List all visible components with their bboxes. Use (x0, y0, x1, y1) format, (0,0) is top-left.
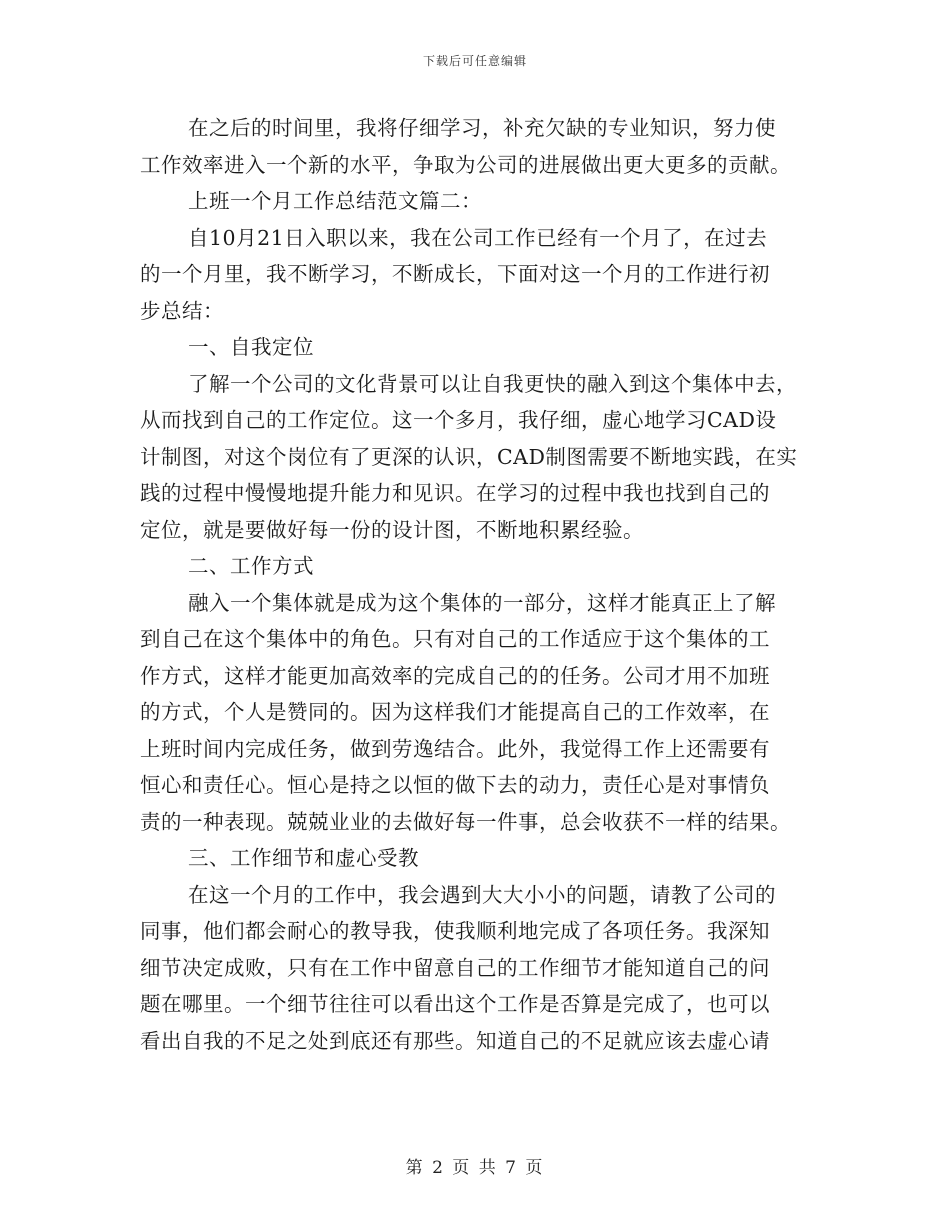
text-line: 步总结： (140, 298, 224, 323)
text-line: 上班时间内完成任务，做到劳逸结合。此外，我觉得工作上还需要有 (140, 736, 770, 761)
text-line: 题在哪里。一个细节往往可以看出这个工作是否算是完成了，也可以 (140, 992, 770, 1016)
text-line: 在这一个月的工作中，我会遇到大大小小的问题，请教了公司的 (188, 882, 776, 907)
text-line: 到自己在这个集体中的角色。只有对自己的工作适应于这个集体的工 (140, 627, 770, 651)
text-line: 上班一个月工作总结范文篇二： (188, 189, 482, 213)
text-line: 定位，就是要做好每一份的设计图，不断地积累经验。 (140, 517, 644, 542)
page-footer: 第 2 页 共 7 页 (405, 1158, 545, 1178)
text-line: 了解一个公司的文化背景可以让自我更快的融入到这个集体中去， (188, 371, 797, 396)
text-line: 三、工作细节和虚心受教 (188, 846, 419, 870)
text-line: 看出自我的不足之处到底还有那些。知道自己的不足就应该去虚心请 (140, 1028, 770, 1053)
text-line: 的方式，个人是赞同的。因为这样我们才能提高自己的工作效率，在 (140, 700, 770, 724)
text-line: 责的一种表现。兢兢业业的去做好每一件事，总会收获不一样的结果。 (140, 809, 791, 834)
text-line: 一、自我定位 (188, 335, 314, 359)
document-body (140, 110, 810, 1059)
text-line: 恒心和责任心。恒心是持之以恒的做下去的动力，责任心是对事情负 (140, 773, 770, 797)
text-line: 的一个月里，我不断学习，不断成长，下面对这一个月的工作进行初 (140, 262, 770, 286)
text-line: 从而找到自己的工作定位。这一个多月，我仔细，虚心地学习CAD设 (140, 408, 777, 432)
text-line: 工作效率进入一个新的水平，争取为公司的进展做出更大更多的贡献。 (140, 152, 791, 177)
text-line: 践的过程中慢慢地提升能力和见识。在学习的过程中我也找到自己的 (140, 481, 770, 505)
page-header: 下载后可任意编辑 (422, 54, 527, 68)
text-line: 同事，他们都会耐心的教导我，使我顺利地完成了各项任务。我深知 (140, 919, 770, 943)
text-line: 二、工作方式 (188, 554, 314, 578)
text-line: 作方式，这样才能更加高效率的完成自己的的任务。公司才用不加班 (140, 663, 770, 688)
text-line: 自10月21日入职以来，我在公司工作已经有一个月了，在过去 (188, 225, 768, 250)
text-line: 在之后的时间里，我将仔细学习，补充欠缺的专业知识，努力使 (188, 116, 776, 140)
text-line: 细节决定成败，只有在工作中留意自己的工作细节才能知道自己的问 (140, 955, 770, 980)
text-line: 计制图，对这个岗位有了更深的认识，CAD制图需要不断地实践，在实 (140, 444, 798, 469)
text-line: 融入一个集体就是成为这个集体的一部分，这样才能真正上了解 (188, 590, 776, 615)
